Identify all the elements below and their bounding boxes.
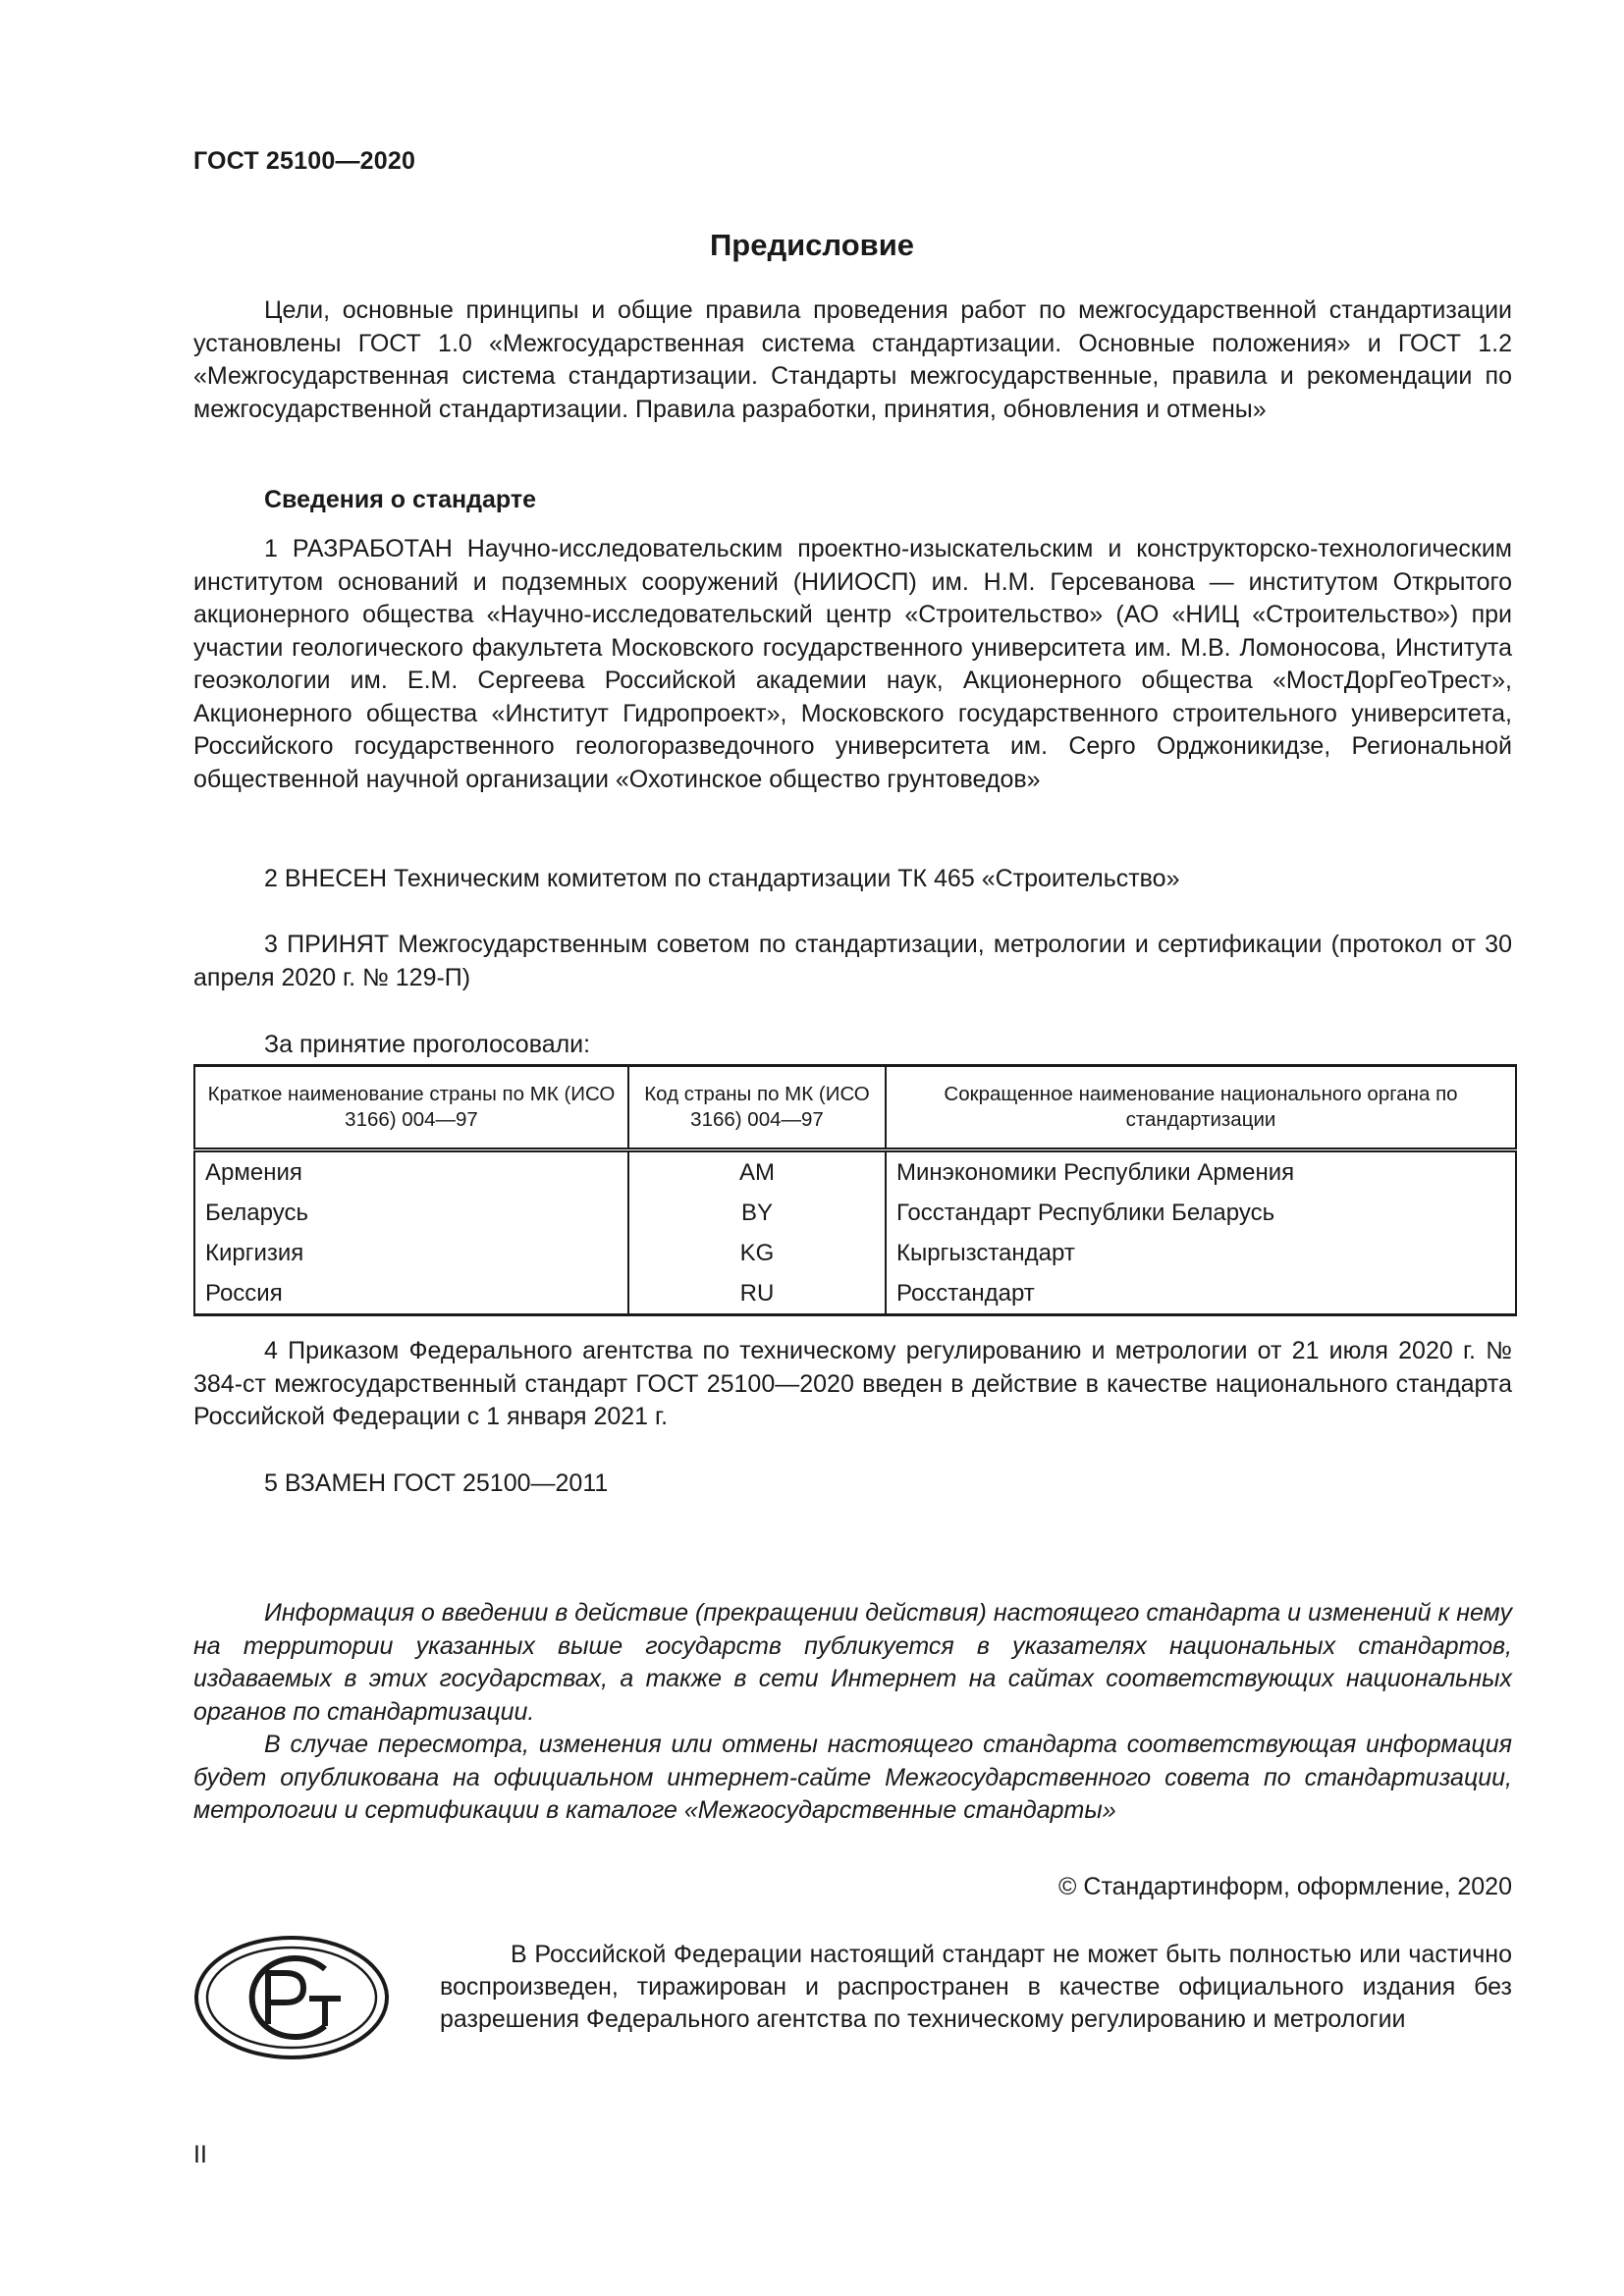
notice-paragraph-2: В случае пересмотра, изменения или отмены настоящего стандарта соответствующая информация будет опубликована на официальном интернет-сайте Межгосударственного совета по стандартизации, метрологии и сертификации в каталоге «Межгосударственные стандарты» [193, 1731, 1512, 1824]
table-row [194, 1150, 1516, 1194]
copyright-line: © Стандартинформ, оформление, 2020 [1058, 1873, 1512, 1900]
table-row [194, 1233, 1516, 1273]
page-number: II [193, 2141, 207, 2168]
votes-caption: За принятие проголосовали: [264, 1031, 591, 1058]
table-cell-code: AM [628, 1150, 886, 1194]
document-code: ГОСТ 25100—2020 [193, 147, 416, 175]
table-cell-body: Госстандарт Республики Беларусь [886, 1193, 1516, 1233]
table-cell-code: RU [628, 1273, 886, 1315]
table-header-code: Код страны по МК (ИСО 3166) 004—97 [628, 1066, 886, 1150]
table-cell-body: Минэкономики Республики Армения [886, 1150, 1516, 1194]
table-header-row [194, 1066, 1516, 1150]
table-cell-country: Армения [194, 1150, 628, 1194]
item-4-paragraph: 4 Приказом Федерального агентства по техническому регулированию и метрологии от 21 июля 2020 г. № 384-ст межгосударственный стандарт ГОСТ 25100—2020 введен в действие в качестве национального стандарта Российской Федерации с 1 января 2021 г. [193, 1337, 1512, 1430]
table-header-body: Сокращенное наименование национального органа по стандартизации [886, 1066, 1516, 1150]
info-heading: Сведения о стандарте [264, 486, 537, 513]
page-title: Предисловие [709, 228, 914, 262]
intro-paragraph: Цели, основные принципы и общие правила проведения работ по межгосударственной стандартизации установлены ГОСТ 1.0 «Межгосударственная система стандартизации. Основные положения» и ГОСТ 1.2 «Межгосударственная система стандартизации. Стандарты межгосударственные, правила и рекомендации по межгосударственной стандартизации. Правила разработки, принятия, обновления и отмены» [193, 296, 1512, 423]
item-3-paragraph: 3 ПРИНЯТ Межгосударственным советом по стандартизации, метрологии и сертификации (протокол от 30 апреля 2020 г. № 129-П) [193, 931, 1512, 991]
table-cell-body: Росстандарт [886, 1273, 1516, 1315]
votes-table [193, 1064, 1517, 1316]
item-2-paragraph: 2 ВНЕСЕН Техническим комитетом по стандартизации ТК 465 «Строительство» [264, 865, 1180, 892]
rst-logo [193, 1934, 390, 2061]
table-row [194, 1273, 1516, 1315]
table-cell-country: Беларусь [194, 1193, 628, 1233]
rights-paragraph: В Российской Федерации настоящий стандарт не может быть полностью или частично воспроизведен, тиражирован и распространен в качестве официального издания без разрешения Федерального агентства по техническому регулированию и метрологии [440, 1941, 1512, 2033]
item-1-paragraph: 1 РАЗРАБОТАН Научно-исследовательским проектно-изыскательским и конструкторско-технологическим институтом оснований и подземных сооружений (НИИОСП) им. Н.М. Герсеванова — институтом Открытого акционерного общества «Научно-исследовательский центр «Строительство» (АО «НИЦ «Строительство») при участии геологического факультета Московского государственного университета им. М.В. Ломоносова, Института геоэкологии им. Е.М. Сергеева Российской академии наук, Акционерного общества «МостДорГеоТрест», Акционерного общества «Институт Гидропроект», Московского государственного строительного университета, Российского государственного геологоразведочного университета им. Серго Орджоникидзе, Региональной общественной научной организации «Охотинское общество грунтоведов» [193, 535, 1512, 793]
table-cell-code: BY [628, 1193, 886, 1233]
notice-paragraph-1: Информация о введении в действие (прекращении действия) настоящего стандарта и изменений к нему на территории указанных выше государств публикуется в указателях национальных стандартов, издаваемых в этих государствах, а также в сети Интернет на сайтах соответствующих национальных органов по стандартизации. [193, 1599, 1512, 1726]
table-cell-body: Кыргызстандарт [886, 1233, 1516, 1273]
item-5-paragraph: 5 ВЗАМЕН ГОСТ 25100—2011 [264, 1469, 609, 1497]
table-cell-country: Россия [194, 1273, 628, 1315]
table-cell-country: Киргизия [194, 1233, 628, 1273]
table-header-country: Краткое наименование страны по МК (ИСО 3166) 004—97 [194, 1066, 628, 1150]
table-cell-code: KG [628, 1233, 886, 1273]
table-row [194, 1193, 1516, 1233]
